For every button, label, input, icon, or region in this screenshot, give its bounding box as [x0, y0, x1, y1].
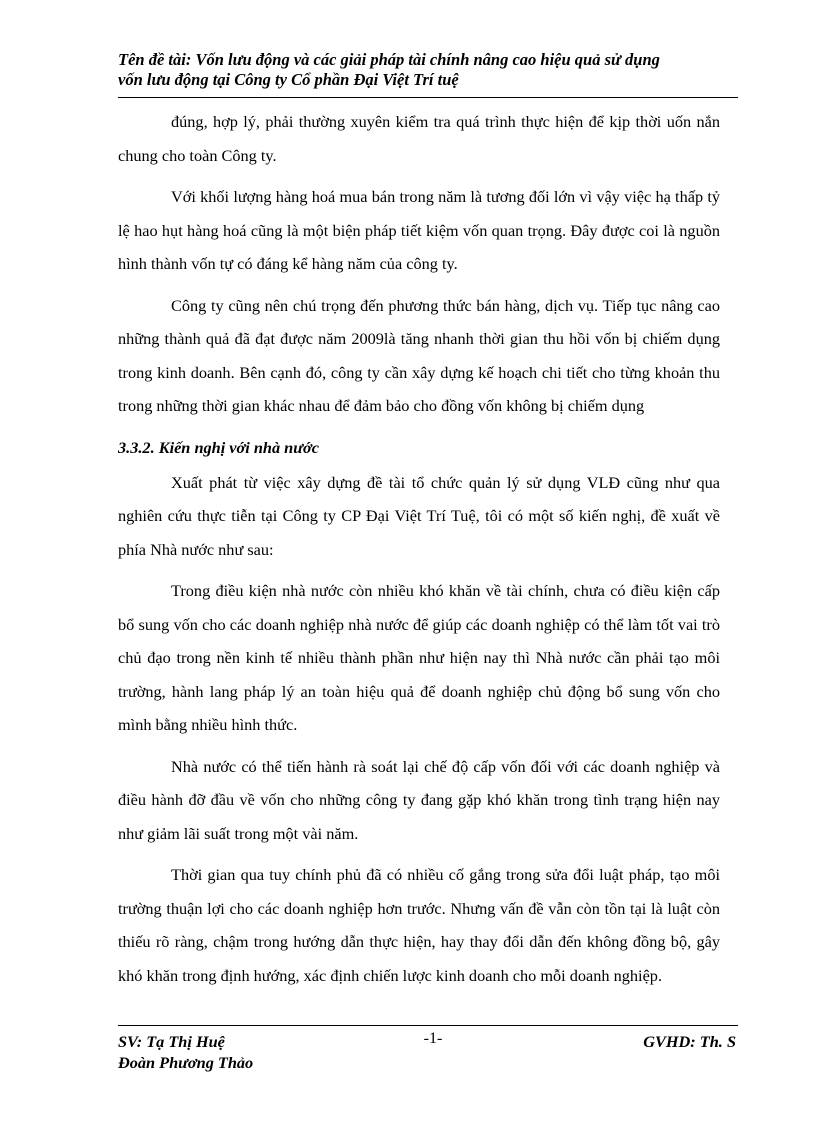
header-divider: [118, 97, 738, 98]
paragraph-6: Nhà nước có thể tiến hành rà soát lại chế độ cấp vốn đối với các doanh nghiệp và điều hành đỡ đầu về vốn cho những công ty đang gặp khó khăn trong tình trạng hiện nay như giảm lãi suất trong một vài năm.: [118, 756, 720, 843]
footer-student-line-1: SV: Tạ Thị Huệ: [118, 1032, 225, 1051]
paragraph-2: Với khối lượng hàng hoá mua bán trong năm là tương đối lớn vì vậy việc hạ thấp tỷ lệ hao hụt hàng hoá cũng là một biện pháp tiết kiệm vốn quan trọng. Đây được coi là nguồn hình thành vốn tự có đáng kể hàng năm của công ty.: [118, 187, 720, 273]
section-heading: 3.3.2. Kiến nghị với nhà nước: [118, 437, 319, 457]
footer-student: [118, 1031, 253, 1073]
document-body: [118, 105, 720, 1000]
paragraph-5: Trong điều kiện nhà nước còn nhiều khó khăn về tài chính, chưa có điều kiện cấp bổ sung vốn cho các doanh nghiệp nhà nước để giúp các doanh nghiệp có thể làm tốt vai trò chủ đạo trong nền kinh tế nhiều thành phần như hiện nay thì Nhà nước cần phải tạo môi trường, hành lang pháp lý an toàn hiệu quả để doanh nghiệp chủ động bổ sung vốn cho mình bằng nhiều hình thức.: [118, 581, 720, 734]
page-number: -1-: [423, 1030, 443, 1047]
footer-advisor: GVHD: Th. S: [643, 1032, 736, 1051]
footer-divider: [118, 1025, 738, 1026]
document-header: [118, 50, 738, 90]
paragraph-4: Xuất phát từ việc xây dựng đề tài tổ chức quản lý sử dụng VLĐ cũng như qua nghiên cứu thực tiễn tại Công ty CP Đại Việt Trí Tuệ, tôi có một số kiến nghị, đề xuất về phía Nhà nước như sau:: [118, 472, 720, 559]
paragraph-7: Thời gian qua tuy chính phủ đã có nhiều cố gắng trong sửa đổi luật pháp, tạo môi trường thuận lợi cho các doanh nghiệp hơn trước. Nhưng vấn đề vẫn còn tồn tại là luật còn thiếu rõ ràng, chậm trong hướng dẫn thực hiện, hay thay đổi dẫn đến không đồng bộ, gây khó khăn trong định hướng, xác định chiến lược kinh doanh cho mỗi doanh nghiệp.: [118, 865, 720, 985]
paragraph-1: đúng, hợp lý, phải thường xuyên kiểm tra quá trình thực hiện để kịp thời uốn nắn chung cho toàn Công ty.: [118, 112, 720, 165]
footer-student-line-2: Đoàn Phương Thảo: [118, 1053, 254, 1072]
header-title-line-1: Tên đề tài: Vốn lưu động và các giải pháp tài chính nâng cao hiệu quả sử dụng: [118, 50, 660, 69]
paragraph-3: Công ty cũng nên chú trọng đến phương thức bán hàng, dịch vụ. Tiếp tục nâng cao những thành quả đã đạt được năm 2009là tăng nhanh thời gian thu hồi vốn bị chiếm dụng trong kinh doanh. Bên cạnh đó, công ty cần xây dựng kế hoạch chi tiết cho từng khoản thu trong những thời gian khác nhau để đảm bảo cho đồng vốn không bị chiếm dụng: [118, 295, 720, 415]
header-title-line-2: vốn lưu động tại Công ty Cổ phần Đại Việt Trí tuệ: [118, 70, 459, 89]
